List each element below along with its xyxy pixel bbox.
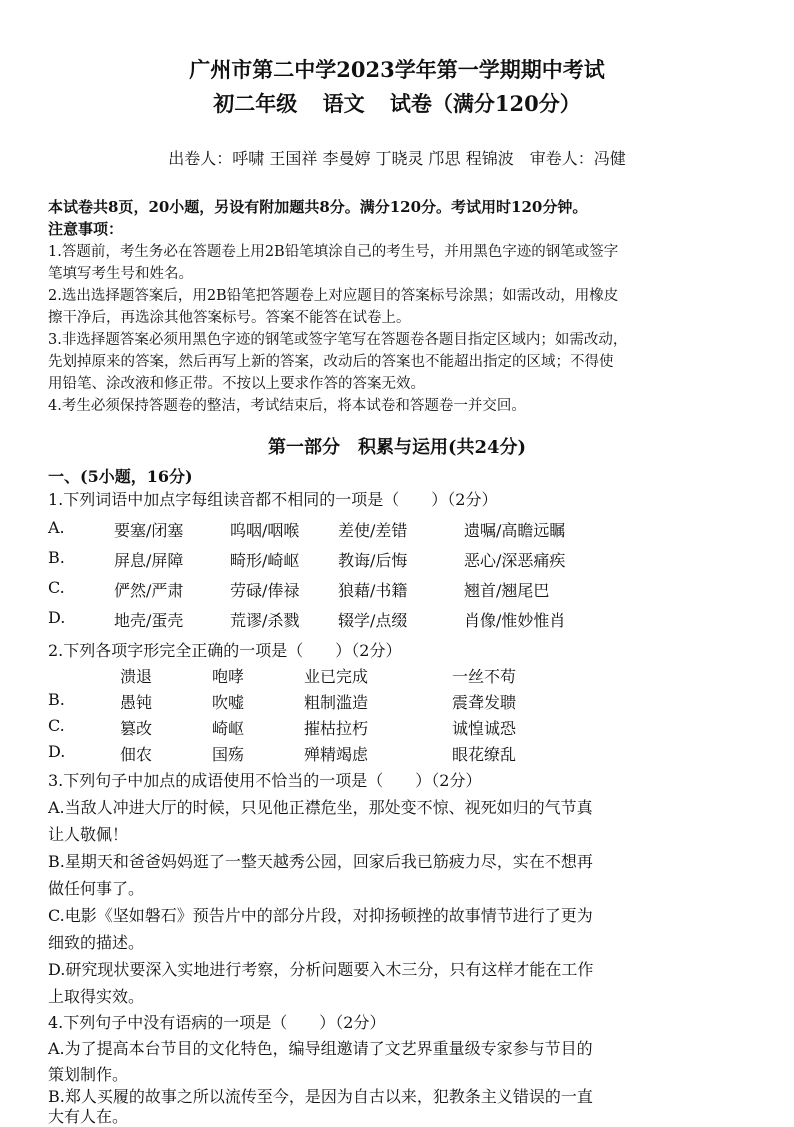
q1-option-a (48, 518, 614, 541)
option-word: 溃退 (120, 667, 153, 686)
option-word: 崎岖 (212, 719, 245, 738)
q1-option-c (48, 578, 614, 601)
note-line: 1.答题前，考生务必在答题卷上用2B铅笔填涂自己的考生号，并用黑色字迹的钢笔或签字 (48, 244, 619, 260)
option-word: 教诲/后悔 (338, 551, 408, 570)
option-word: 差使/差错 (338, 521, 408, 540)
section-heading: 一、(5小题，16分) (48, 467, 193, 486)
option-word: 要塞/闭塞 (114, 521, 184, 540)
option-word: 畸形/崎岖 (230, 551, 300, 570)
note-line: 用铅笔、涂改液和修正带。不按以上要求作答的答案无效。 (48, 376, 425, 392)
q4-option-line: A.为了提高本台节目的文化特色，编导组邀请了文艺界重量级专家参与节目的 (48, 1039, 593, 1058)
option-word: 地壳/蛋壳 (114, 611, 184, 630)
option-word: 辍学/点缀 (338, 611, 408, 630)
option-letter (48, 664, 120, 687)
question-4-stem: 4.下列句子中没有语病的一项是（ ）（2分） (48, 1013, 386, 1032)
option-word: 遗嘱/高瞻远瞩 (464, 521, 566, 540)
q2-option-b (48, 690, 612, 713)
q3-option-line: 让人敬佩！ (48, 825, 129, 844)
option-letter: B. (48, 690, 65, 709)
exam-title: 广州市第二中学2023学年第一学期期中考试 (189, 57, 605, 82)
q2-option-c (48, 716, 612, 739)
option-word: 荒谬/杀戮 (230, 611, 300, 630)
option-word: 愚钝 (120, 693, 153, 712)
question-1-stem: 1.下列词语中加点字每组读音都不相同的一项是（ ）（2分） (48, 490, 498, 509)
option-word: 佃农 (120, 745, 153, 764)
option-word: 翘首/翘尾巴 (464, 581, 550, 600)
q4-option-line: B.郑人买履的故事之所以流传至今，是因为自古以来，犯教条主义错误的一直 (48, 1087, 593, 1106)
note-line: 3.非选择题答案必须用黑色字迹的钢笔或签字笔写在答题卷各题目指定区域内；如需改动， (48, 332, 628, 348)
option-word: 业已完成 (304, 667, 369, 686)
option-word: 恶心/深恶痛疾 (464, 551, 566, 570)
q4-option-line: 策划制作。 (48, 1065, 129, 1084)
option-word: 一丝不苟 (452, 667, 517, 686)
q3-option-line: 细致的描述。 (48, 933, 145, 952)
authors-line: 出卷人：呼啸 王国祥 李曼婷 丁晓灵 邝思 程锦波 审卷人：冯健 (168, 149, 626, 168)
option-word: 眼花缭乱 (452, 745, 517, 764)
option-word: 狼藉/书籍 (338, 581, 408, 600)
option-word: 呜咽/咽喉 (230, 521, 300, 540)
q4-option-line: 大有人在。 (48, 1107, 129, 1126)
q3-option-line: D.研究现状要深入实地进行考察，分析问题要入木三分，只有这样才能在工作 (48, 960, 594, 979)
question-3-stem: 3.下列句子中加点的成语使用不恰当的一项是（ ）（2分） (48, 771, 482, 790)
option-word: 殚精竭虑 (304, 745, 369, 764)
option-word: 国殇 (212, 745, 245, 764)
option-letter: D. (48, 742, 66, 761)
option-letter: C. (48, 716, 65, 735)
note-line: 笔填写考生号和姓名。 (48, 266, 193, 282)
option-letter: B. (48, 548, 65, 567)
option-word: 摧枯拉朽 (304, 719, 369, 738)
option-letter: C. (48, 578, 65, 597)
note-line: 先划掉原来的答案，然后再写上新的答案，改动后的答案也不能超出指定的区域；不得使 (48, 354, 614, 370)
exam-summary: 本试卷共8页，20小题，另设有附加题共8分。满分120分。考试用时120分钟。 (48, 198, 588, 216)
q2-option-a (48, 664, 612, 687)
exam-subtitle: 初二年级 语文 试卷（满分120分） (213, 91, 581, 116)
q3-option-line: A.当敌人冲进大厅的时候，只见他正襟危坐，那处变不惊、视死如归的气节真 (48, 798, 593, 817)
option-word: 粗制滥造 (304, 693, 369, 712)
note-line: 4.考生必须保持答题卷的整洁，考试结束后，将本试卷和答题卷一并交回。 (48, 398, 526, 414)
option-word: 诚惶诚恐 (452, 719, 517, 738)
option-word: 俨然/严肃 (114, 581, 184, 600)
option-word: 屏息/屏障 (114, 551, 184, 570)
option-word: 震聋发聩 (452, 693, 517, 712)
option-word: 吹嘘 (212, 693, 245, 712)
option-word: 劳碌/俸禄 (230, 581, 300, 600)
q3-option-line: B.星期天和爸爸妈妈逛了一整天越秀公园，回家后我已筋疲力尽，实在不想再 (48, 852, 593, 871)
q1-option-b (48, 548, 614, 571)
option-word: 咆哮 (212, 667, 245, 686)
q3-option-line: 做任何事了。 (48, 879, 145, 898)
q2-option-d (48, 742, 612, 765)
option-word: 肖像/惟妙惟肖 (464, 611, 566, 630)
q3-option-line: C.电影《坚如磐石》预告片中的部分片段，对抑扬顿挫的故事情节进行了更为 (48, 906, 593, 925)
q3-option-line: 上取得实效。 (48, 987, 145, 1006)
part1-title: 第一部分 积累与运用(共24分) (267, 437, 527, 458)
q1-option-d (48, 608, 614, 631)
note-line: 2.选出选择题答案后，用2B铅笔把答题卷上对应题目的答案标号涂黑；如需改动，用橡皮 (48, 288, 619, 304)
question-2-stem: 2.下列各项字形完全正确的一项是（ ）（2分） (48, 641, 402, 660)
note-line: 擦干净后，再选涂其他答案标号。答案不能答在试卷上。 (48, 310, 411, 326)
option-word: 篡改 (120, 719, 153, 738)
option-letter: A. (48, 518, 65, 537)
notes-title: 注意事项： (48, 220, 124, 238)
option-letter: D. (48, 608, 66, 627)
